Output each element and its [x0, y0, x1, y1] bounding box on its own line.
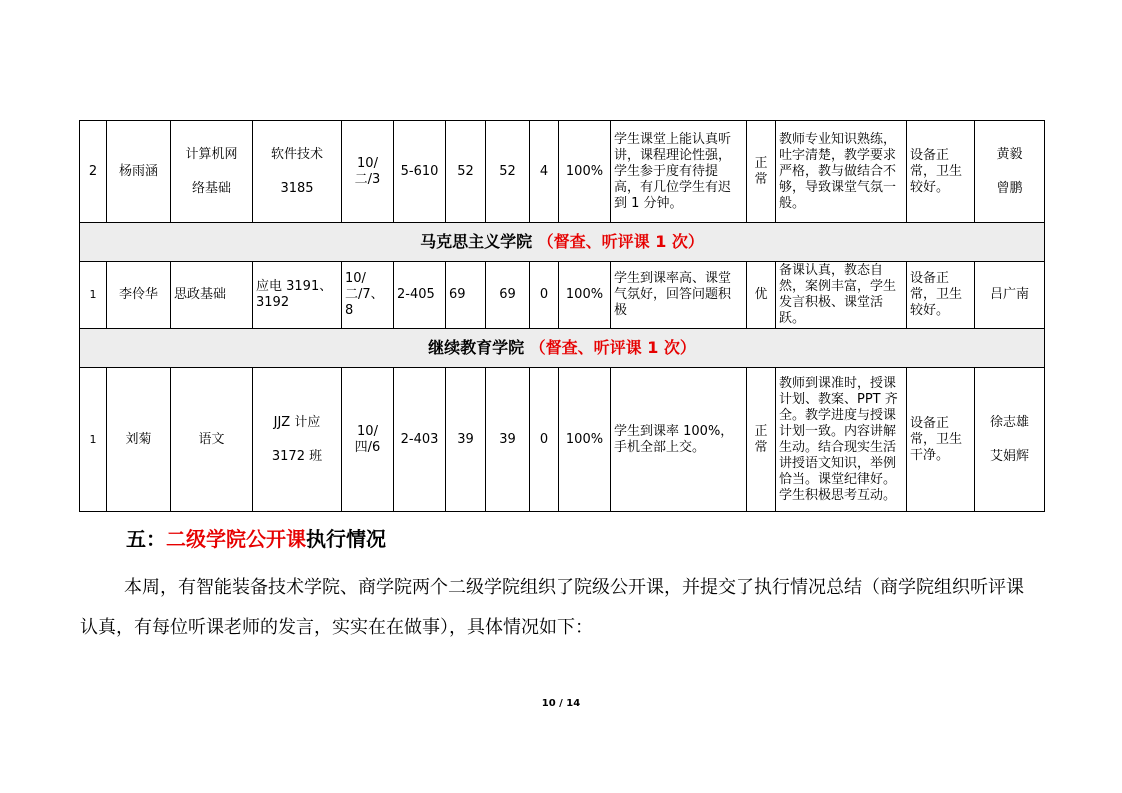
- section-heading: [126, 524, 386, 554]
- heading-suffix: 执行情况: [306, 527, 386, 551]
- cell-teacher: 杨雨涵: [107, 121, 171, 223]
- cell-inspector: [975, 121, 1045, 223]
- cell-learning: 学生到课率 100%，手机全部上交。: [611, 368, 747, 512]
- page-number: 10 / 14: [541, 698, 581, 709]
- inspector-line-1: 徐志雄: [989, 414, 1029, 430]
- cell-teacher: 刘菊: [107, 368, 171, 512]
- cell-status: 优: [747, 262, 776, 329]
- cell-expected: 52: [446, 121, 486, 223]
- section-note: （督查、听评课 1 次）: [537, 232, 704, 251]
- cell-learning: 学生课堂上能认真听讲，课程理论性强，学生参于度有待提高，有几位学生有迟到 1 分钟。: [611, 121, 747, 223]
- cell-room: 2-403: [394, 368, 446, 512]
- cell-no: 2: [80, 121, 107, 223]
- table-row: [80, 262, 1045, 329]
- cell-no: 1: [80, 368, 107, 512]
- cell-status: 正常: [747, 121, 776, 223]
- cell-learning: 学生到课率高、课堂气氛好，回答问题积极: [611, 262, 747, 329]
- section-note: （督查、听评课 1 次）: [529, 338, 696, 357]
- cell-teaching: 教师到课准时，授课计划、教案、PPT 齐全。教学进度与授课计划一致。内容讲解生动。结合现实生活讲授语文知识，举例恰当。课堂纪律好。学生积极思考互动。: [776, 368, 907, 512]
- cell-teaching: 备课认真，教态自然，案例丰富，学生发言积极、课堂活跃。: [776, 262, 907, 329]
- cell-expected: 69: [446, 262, 486, 329]
- heading-highlight: 二级学院公开课: [166, 527, 306, 551]
- cell-actual: 69: [486, 262, 530, 329]
- cell-rate: 100%: [559, 262, 611, 329]
- class-line-2: 3172 班: [271, 448, 323, 464]
- cell-time: 10/二/3: [342, 121, 394, 223]
- cell-absent: 4: [530, 121, 559, 223]
- section-title-cell: [80, 329, 1045, 368]
- cell-actual: 39: [486, 368, 530, 512]
- inspector-line-1: 黄毅: [996, 146, 1023, 162]
- cell-equipment: 设备正常，卫生干净。: [907, 368, 975, 512]
- section-header-marxism: [80, 223, 1045, 262]
- cell-room: 2-405: [394, 262, 446, 329]
- cell-course: [171, 121, 253, 223]
- cell-absent: 0: [530, 368, 559, 512]
- cell-time: 10/二/7、8: [342, 262, 394, 329]
- inspector-line-2: 曾鹏: [996, 180, 1023, 196]
- cell-inspector: [975, 368, 1045, 512]
- inspector-line-2: 艾娟辉: [989, 448, 1029, 464]
- cell-inspector: 吕广南: [975, 262, 1045, 329]
- section-title: 继续教育学院: [428, 338, 525, 357]
- section-title: 马克思主义学院: [420, 232, 533, 251]
- class-line-1: JJZ 计应: [273, 414, 321, 430]
- heading-prefix: 五：: [126, 527, 166, 551]
- cell-course: 思政基础: [171, 262, 253, 329]
- cell-rate: 100%: [559, 121, 611, 223]
- cell-time: 10/四/6: [342, 368, 394, 512]
- cell-status: 正常: [747, 368, 776, 512]
- cell-no: 1: [80, 262, 107, 329]
- section-header-continuing-education: [80, 329, 1045, 368]
- cell-teacher: 李伶华: [107, 262, 171, 329]
- table-row: [80, 368, 1045, 512]
- course-line-1: 计算机网: [185, 146, 238, 162]
- course-line-2: 络基础: [191, 180, 231, 196]
- table-row: [80, 121, 1045, 223]
- class-line-1: 软件技术: [270, 146, 323, 162]
- cell-room: 5-610: [394, 121, 446, 223]
- cell-equipment: 设备正常，卫生较好。: [907, 262, 975, 329]
- class-line-2: 3185: [280, 180, 314, 196]
- cell-course: 语文: [171, 368, 253, 512]
- cell-rate: 100%: [559, 368, 611, 512]
- cell-expected: 39: [446, 368, 486, 512]
- section-title-cell: [80, 223, 1045, 262]
- cell-class: [253, 368, 342, 512]
- supervision-table: [79, 120, 1045, 512]
- body-paragraph: 本周，有智能装备技术学院、商学院两个二级学院组织了院级公开课，并提交了执行情况总结（商学院组织听评课认真，有每位听课老师的发言，实实在在做事），具体情况如下：: [80, 577, 1024, 638]
- cell-class: [253, 121, 342, 223]
- cell-teaching: 教师专业知识熟练，吐字清楚，教学要求严格，教与做结合不够，导致课堂气氛一般。: [776, 121, 907, 223]
- cell-actual: 52: [486, 121, 530, 223]
- cell-class: 应电 3191、3192: [253, 262, 342, 329]
- cell-absent: 0: [530, 262, 559, 329]
- cell-equipment: 设备正常，卫生较好。: [907, 121, 975, 223]
